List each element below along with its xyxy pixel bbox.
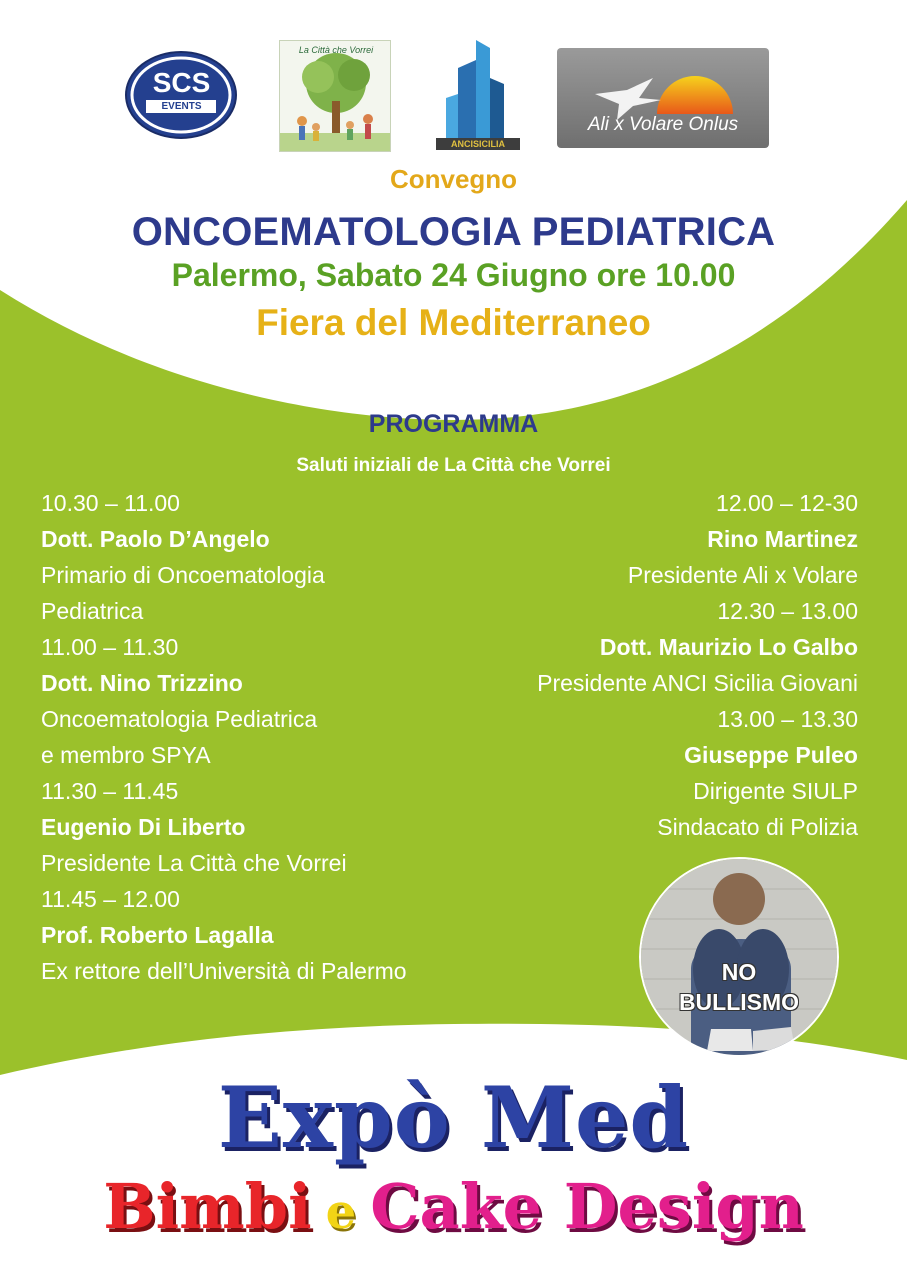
- expo-e-text: e: [325, 1184, 357, 1240]
- speaker-role: e membro SPYA: [41, 742, 211, 768]
- event-venue: Fiera del Mediterraneo: [256, 302, 651, 343]
- expo-med-title: Expò Med: [217, 1068, 690, 1167]
- speaker-name: Prof. Roberto Lagalla: [41, 922, 274, 948]
- convegno-label: Convegno: [389, 164, 518, 194]
- speaker-name: Giuseppe Puleo: [684, 742, 858, 768]
- speaker-role: Dirigente SIULP: [693, 778, 858, 804]
- speaker-role: Primario di Oncoematologia: [41, 562, 325, 588]
- ali-logo-text: Ali x Volare Onlus: [587, 114, 739, 135]
- expo-subtitle: [0, 1170, 907, 1243]
- program-right-column: [440, 488, 858, 848]
- scs-text: SCS: [152, 67, 211, 98]
- speaker-name: Rino Martinez: [707, 526, 858, 552]
- no-bullismo-line1: NO: [721, 959, 757, 985]
- no-bullismo-text: [641, 957, 837, 1017]
- speaker-role: Presidente Ali x Volare: [627, 562, 858, 588]
- no-bullismo-badge: [639, 857, 839, 1057]
- no-bullismo-line2: BULLISMO: [678, 989, 800, 1015]
- program-time: 10.30 – 11.00: [41, 490, 180, 516]
- program-heading: PROGRAMMA: [368, 410, 539, 438]
- la-citta-che-vorrei-logo: [279, 40, 391, 152]
- expo-bimbi-text: Bimbi: [103, 1170, 312, 1243]
- scs-events-logo: [124, 50, 239, 140]
- program-time: 11.45 – 12.00: [41, 886, 180, 912]
- program-time: 13.00 – 13.30: [717, 706, 858, 732]
- ali-x-volare-logo: [557, 48, 769, 148]
- ancisicilia-logo: [428, 38, 528, 150]
- speaker-role: Oncoematologia Pediatrica: [41, 706, 318, 732]
- scs-events-text: EVENTS: [161, 101, 202, 112]
- anci-logo-text: ANCISICILIA: [451, 139, 505, 149]
- program-time: 12.30 – 13.00: [717, 598, 858, 624]
- speaker-role: Pediatrica: [41, 598, 144, 624]
- event-date: Palermo, Sabato 24 Giugno ore 10.00: [171, 257, 736, 293]
- program-intro: Saluti iniziali de La Città che Vorrei: [296, 455, 611, 476]
- expo-cake-design-text: Cake Design: [370, 1170, 804, 1243]
- program-time: 11.00 – 11.30: [41, 634, 179, 660]
- speaker-name: Dott. Paolo D’Angelo: [41, 526, 270, 552]
- citta-logo-text: La Città che Vorrei: [298, 45, 374, 55]
- speaker-role: Sindacato di Polizia: [657, 814, 858, 840]
- speaker-role: Presidente ANCI Sicilia Giovani: [537, 670, 858, 696]
- speaker-role: Ex rettore dell’Università di Palermo: [41, 958, 407, 984]
- speaker-name: Eugenio Di Liberto: [41, 814, 246, 840]
- program-time: 11.30 – 11.45: [41, 778, 179, 804]
- speaker-role: Presidente La Città che Vorrei: [41, 850, 347, 876]
- speaker-name: Dott. Nino Trizzino: [41, 670, 243, 696]
- program-time: 12.00 – 12-30: [716, 490, 858, 516]
- page-title: ONCOEMATOLOGIA PEDIATRICA: [131, 210, 776, 254]
- speaker-name: Dott. Maurizio Lo Galbo: [599, 634, 858, 660]
